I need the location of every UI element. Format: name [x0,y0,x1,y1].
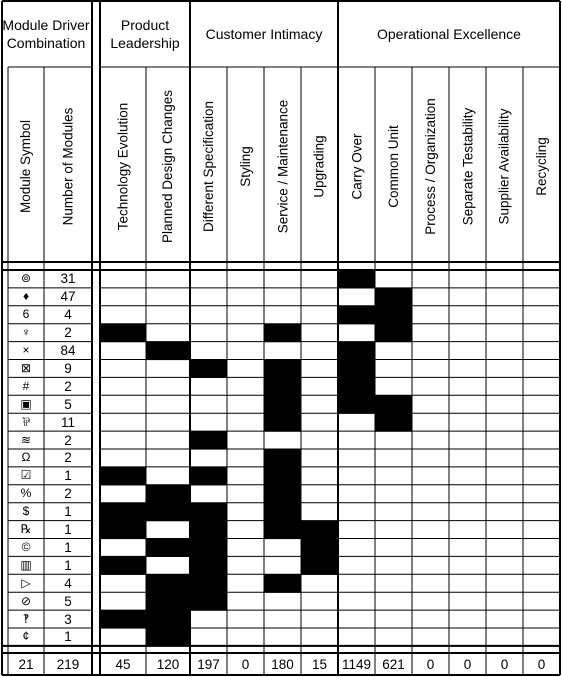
module-symbol-cell: ▥ [20,557,32,572]
driver-mark [338,306,375,325]
driver-mark [190,503,227,522]
driver-mark [146,539,190,558]
column-header-driver: Styling [238,145,253,187]
driver-mark [146,610,190,629]
module-count-cell: 1 [64,557,72,573]
module-symbol-cell: ⊠ [20,360,32,375]
module-count-cell: 9 [64,360,72,376]
total-count-cell: 219 [56,656,80,672]
module-count-cell: 4 [64,307,72,323]
column-header-driver: Technology Evolution [115,102,131,230]
module-symbol-cell: ⅌ [22,414,30,429]
driver-mark [190,556,227,575]
driver-mark [100,324,146,343]
module-count-cell: 2 [64,378,72,394]
module-symbol-cell: ⊚ [20,271,32,286]
module-symbol-cell: ☑ [20,468,32,483]
driver-mark [264,503,301,522]
driver-mark [146,592,190,611]
module-symbol-cell: ‽ [22,611,30,626]
driver-mark [146,628,190,647]
driver-mark [190,521,227,540]
column-header-driver: Process / Organization [423,97,438,235]
module-count-cell: 11 [60,414,75,430]
module-count-cell: 1 [64,629,72,645]
module-symbol-cell: × [22,343,30,358]
column-header-driver: Carry Over [349,132,365,200]
column-header-driver: Planned Design Changes [160,89,176,243]
driver-mark [338,270,375,289]
module-symbol-cell: $ [22,504,30,519]
driver-mark [375,413,412,432]
column-header-driver: Recycling [534,136,549,196]
total-modules-cell: 21 [18,656,34,672]
module-count-cell: 5 [64,593,72,609]
column-header-driver: Supplier Availability [497,107,513,225]
module-symbol-cell: ≋ [20,432,32,447]
total-driver-cell: 0 [537,656,546,672]
total-driver-cell: 15 [311,656,328,672]
combination-header: Module Driver Combination [2,17,90,51]
driver-mark [375,288,412,307]
total-driver-cell: 621 [382,656,405,672]
module-count-cell: 31 [60,271,76,287]
driver-mark [190,574,227,593]
driver-mark [146,485,190,504]
driver-mark [264,449,301,468]
module-count-cell: 1 [64,504,72,520]
module-count-cell: 1 [64,539,72,555]
driver-mark [100,610,146,629]
column-header-driver: Separate Testability [460,107,476,225]
group-header-product-leadership: Product Leadership [110,17,180,51]
module-symbol-cell: ▷ [21,575,31,590]
driver-mark [190,592,227,611]
module-symbol-cell: ℞ [20,522,32,537]
module-symbol-cell: # [22,378,30,393]
group-header-customer-intimacy: Customer Intimacy [205,25,323,42]
driver-mark [100,556,146,575]
column-header-driver: Common Unit [386,124,401,208]
module-count-cell: 47 [60,289,76,305]
module-count-cell: 5 [64,396,72,412]
driver-mark [190,539,227,558]
total-driver-cell: 0 [426,656,435,672]
driver-mark [301,539,338,558]
driver-mark [146,342,190,361]
driver-mark [264,521,301,540]
driver-mark [146,503,190,522]
column-header-driver: Different Specification [201,100,217,232]
total-driver-cell: 0 [463,656,472,672]
driver-mark [301,556,338,575]
total-driver-cell: 0 [500,656,509,672]
driver-mark [264,413,301,432]
total-driver-cell: 1149 [341,656,372,672]
module-symbol-cell: 6 [22,307,30,322]
module-count-cell: 1 [64,522,72,538]
driver-mark [375,306,412,325]
total-driver-cell: 197 [197,656,220,672]
driver-mark [301,521,338,540]
driver-mark [190,431,227,450]
driver-mark [338,377,375,396]
total-driver-cell: 120 [156,656,180,672]
driver-mark [264,467,301,486]
driver-mark [264,360,301,379]
driver-mark [338,360,375,379]
module-symbol-cell: % [20,486,32,501]
driver-mark [264,324,301,343]
column-header-driver: Upgrading [312,134,328,198]
driver-mark [190,467,227,486]
total-driver-cell: 0 [241,656,250,672]
module-symbol-cell: ⊘ [20,593,32,608]
driver-mark [338,395,375,414]
module-count-cell: 4 [64,575,72,591]
module-symbol-cell: © [21,539,31,554]
total-driver-cell: 180 [271,656,294,672]
driver-mark [264,485,301,504]
column-header-module-symbol: Module Symbol [18,119,34,213]
driver-mark [100,503,146,522]
column-header-driver: Service / Maintenance [275,99,291,233]
module-count-cell: 3 [64,611,72,627]
driver-mark [190,360,227,379]
driver-mark [338,342,375,361]
module-symbol-cell: ♆ [21,325,31,340]
module-count-cell: 2 [64,325,72,341]
module-symbol-cell: Ω [21,450,31,465]
driver-mark [264,377,301,396]
module-count-cell: 1 [64,468,72,484]
driver-mark [375,324,412,343]
driver-mark [375,395,412,414]
module-symbol-cell: ♦ [22,289,30,304]
group-header-operational-excellence: Operational Excellence [377,25,521,42]
module-count-cell: 2 [64,486,72,502]
total-driver-cell: 45 [115,656,131,672]
driver-mark [100,467,146,486]
driver-mark [264,395,301,414]
driver-mark [100,521,146,540]
module-count-cell: 2 [64,450,72,466]
module-count-cell: 2 [64,432,72,448]
module-count-cell: 84 [60,343,76,359]
column-header-number-of-modules: Number of Modules [60,107,76,225]
driver-mark [264,574,301,593]
module-symbol-cell: ▣ [20,396,32,411]
module-symbol-cell: ¢ [22,629,30,644]
driver-mark [146,574,190,593]
